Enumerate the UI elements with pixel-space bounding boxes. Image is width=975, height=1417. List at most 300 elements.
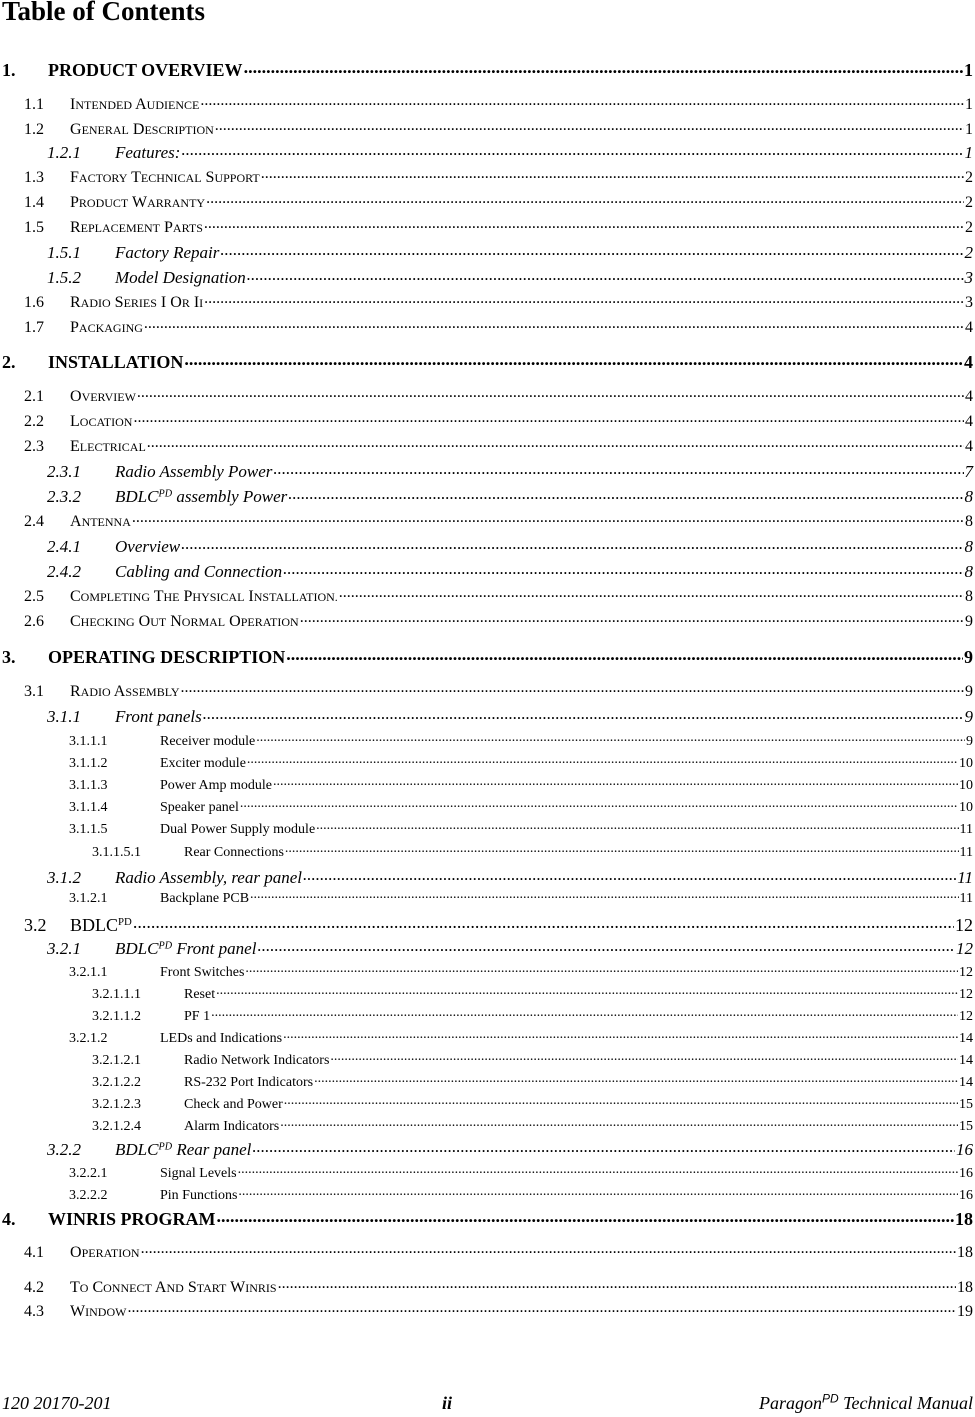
toc-entry[interactable]: [0, 962, 973, 980]
toc-entry-number: 2.3.2: [47, 487, 81, 506]
toc-entry-page: 16: [959, 1166, 973, 1181]
toc-entry[interactable]: [0, 1138, 973, 1158]
toc-entry-number: 3.1.1.5: [69, 822, 108, 837]
toc-entry-page: 18: [957, 1244, 973, 1261]
toc-entry-page: 7: [964, 462, 973, 481]
toc-entry-label-text: REPLACEMENT PARTS: [70, 219, 203, 236]
toc-entry-label: [70, 1304, 126, 1320]
toc-entry-label-text: PACKAGING: [70, 319, 143, 336]
toc-entry-page: 9: [965, 683, 973, 700]
toc-entry[interactable]: [0, 118, 973, 138]
toc-entry-label: [184, 1076, 313, 1090]
dot-leader: [286, 645, 963, 663]
toc-entry-number: 2.2: [24, 413, 44, 430]
toc-entry-page: 12: [956, 939, 973, 958]
toc-entry-number: 1.2: [24, 121, 44, 138]
toc-entry-label: [70, 439, 146, 455]
toc-entry-label-text: OVERVIEW: [70, 388, 136, 405]
dot-leader: [288, 485, 963, 502]
toc-entry-superscript: PD: [158, 1141, 173, 1153]
toc-entry-label-text: Pin Functions: [160, 1188, 238, 1203]
dot-leader: [283, 560, 963, 577]
toc-entry-label: [115, 708, 202, 725]
toc-entry[interactable]: [0, 410, 973, 430]
toc-entry[interactable]: [0, 560, 973, 580]
manual-brand: Paragon: [759, 1393, 822, 1413]
toc-entry-label-text: Overview: [115, 537, 181, 556]
toc-entry-label: [160, 735, 255, 749]
toc-entry-superscript: PD: [118, 916, 132, 929]
toc-entry-number: 3.2.2.1: [69, 1166, 108, 1181]
toc-entry-page: 12: [959, 987, 973, 1002]
dot-leader: [330, 1050, 958, 1064]
toc-entry[interactable]: [0, 385, 973, 405]
toc-entry-label: [160, 1167, 237, 1181]
dot-leader: [206, 191, 964, 207]
dot-leader: [141, 1241, 956, 1257]
toc-entry-number: 1.5.1: [47, 243, 81, 262]
toc-entry-page: 12: [955, 915, 973, 935]
toc-entry-number: 1.2.1: [47, 143, 81, 162]
dot-leader: [273, 775, 958, 789]
toc-entry-page: 8: [964, 562, 973, 581]
toc-entry-page: 14: [959, 1031, 973, 1046]
toc-entry-number: 1.5: [24, 219, 44, 236]
toc-entry-label: [70, 295, 203, 311]
dot-leader: [339, 585, 964, 601]
toc-entry-number: 3.1.2: [47, 868, 81, 887]
toc-entry[interactable]: [0, 984, 973, 1002]
dot-leader: [300, 610, 964, 626]
page-number: ii: [442, 1393, 453, 1413]
dot-leader: [204, 291, 964, 307]
toc-entry-label: [70, 170, 260, 186]
toc-entry-label-text: BDLC: [115, 1140, 159, 1159]
toc-entry[interactable]: [0, 266, 973, 286]
toc-entry[interactable]: [0, 485, 973, 505]
dot-leader: [127, 1300, 956, 1316]
toc-entry-page: 8: [965, 513, 973, 530]
toc-entry-label-text: Signal Levels: [160, 1166, 237, 1181]
dot-leader: [133, 410, 964, 426]
dot-leader: [238, 1185, 958, 1199]
toc-entry[interactable]: [0, 1028, 973, 1046]
toc-entry-label: [48, 1210, 216, 1228]
toc-entry-number: 1.1: [24, 96, 44, 113]
toc-entry-page: 4: [965, 438, 973, 455]
toc-entry-label-suffix: Rear panel: [172, 1140, 252, 1159]
toc-entry[interactable]: [0, 93, 973, 113]
dot-leader: [132, 510, 964, 526]
toc-entry-number: 3.2.2.2: [69, 1188, 108, 1203]
toc-entry-page: 2: [965, 194, 973, 211]
toc-entry[interactable]: [0, 913, 973, 934]
toc-entry-page: 14: [959, 1075, 973, 1090]
dot-leader: [257, 937, 955, 954]
toc-entry-number: 1.7: [24, 319, 44, 336]
dot-leader: [250, 888, 958, 902]
toc-entry[interactable]: [0, 1006, 973, 1024]
toc-entry[interactable]: [0, 1050, 973, 1068]
toc-entry[interactable]: [0, 1185, 973, 1203]
toc-entry-label-text: ANTENNA: [70, 513, 131, 530]
toc-entry-number: 3.1: [24, 683, 44, 700]
page-footer: [2, 1393, 973, 1417]
toc-entry-label: [184, 1054, 329, 1068]
toc-entry[interactable]: [0, 888, 973, 906]
toc-entry-number: 3.: [2, 647, 16, 667]
toc-entry-label: [70, 514, 131, 530]
toc-entry[interactable]: [0, 731, 973, 749]
toc-entry[interactable]: [0, 775, 973, 793]
toc-entry-number: 4.2: [24, 1279, 44, 1296]
toc-entry-page: 15: [959, 1119, 973, 1134]
toc-entry-number: 3.2.1.2.1: [92, 1053, 141, 1068]
toc-entry-label: [70, 122, 214, 138]
toc-entry-number: 4.3: [24, 1303, 44, 1320]
toc-entry-label-text: PRODUCT OVERVIEW: [48, 60, 243, 80]
toc-entry-label: [115, 538, 180, 555]
toc-entry[interactable]: [0, 585, 973, 605]
toc-entry-label-text: COMPLETING THE PHYSICAL INSTALLATION.: [70, 588, 338, 605]
toc-entry-label: [115, 563, 282, 580]
toc-entry-page: 12: [959, 965, 973, 980]
toc-entry-page: 10: [959, 778, 973, 793]
toc-entry[interactable]: [0, 842, 973, 860]
toc-entry[interactable]: [0, 937, 973, 957]
toc-entry-page: 11: [959, 891, 973, 906]
toc-entry-label: [115, 488, 287, 505]
dot-leader: [252, 1138, 955, 1155]
toc-entry-number: 2.4.1: [47, 537, 81, 556]
toc-entry-number: 2.6: [24, 613, 44, 630]
toc-entry-label-text: Radio Assembly Power: [115, 462, 273, 481]
toc-entry-page: 4: [965, 388, 973, 405]
toc-entry-label-text: Speaker panel: [160, 800, 239, 815]
toc-entry-label-text: RS-232 Port Indicators: [184, 1075, 314, 1090]
toc-entry[interactable]: [0, 645, 973, 666]
toc-entry-page: 1: [965, 96, 973, 113]
dot-leader: [181, 680, 964, 696]
toc-entry[interactable]: [0, 166, 973, 186]
toc-entry-label-text: RADIO ASSEMBLY: [70, 683, 180, 700]
toc-entry-number: 1.: [2, 60, 16, 80]
toc-entry-label-text: FACTORY TECHNICAL SUPPORT: [70, 169, 260, 186]
toc-entry-number: 2.5: [24, 588, 44, 605]
toc-entry-label: [184, 1010, 210, 1024]
toc-entry-number: 1.3: [24, 169, 44, 186]
toc-entry-label-text: Factory Repair: [115, 243, 220, 262]
toc-entry[interactable]: [0, 866, 973, 886]
toc-entry[interactable]: [0, 141, 973, 161]
dot-leader: [240, 797, 958, 811]
dot-leader: [181, 535, 963, 552]
toc-entry-label: [70, 195, 205, 211]
toc-entry-label: [115, 144, 180, 161]
dot-leader: [133, 913, 954, 931]
toc-entry-label-text: GENERAL DESCRIPTION: [70, 121, 214, 138]
dot-leader: [247, 753, 958, 767]
toc-entry-label-text: Power Amp module: [160, 778, 272, 793]
toc-entry-page: 11: [959, 822, 973, 837]
toc-entry-number: 3.1.1.1: [69, 734, 108, 749]
toc-entry-label-text: CHECKING OUT NORMAL OPERATION: [70, 613, 299, 630]
toc-entry-label-text: Check and Power: [184, 1097, 283, 1112]
toc-entry-label-text: INSTALLATION: [48, 352, 184, 372]
toc-entry-number: 3.1.1.2: [69, 756, 108, 771]
toc-entry-label: [160, 757, 246, 771]
toc-entry-label: [70, 589, 338, 605]
toc-entry-label: [184, 988, 215, 1002]
toc-entry-page: 3: [965, 294, 973, 311]
toc-entry-label-text: Radio Network Indicators: [184, 1053, 330, 1068]
dot-leader: [238, 1163, 958, 1177]
toc-entry-label: [48, 353, 183, 371]
toc-entry[interactable]: [0, 291, 973, 311]
dot-leader: [204, 216, 964, 232]
toc-entry-page: 9: [964, 647, 973, 667]
dot-leader: [314, 1072, 958, 1086]
toc-entry-label: [184, 846, 284, 860]
dot-leader: [216, 984, 958, 998]
dot-leader: [203, 705, 964, 722]
toc-entry[interactable]: [0, 1116, 973, 1134]
dot-leader: [283, 1028, 958, 1042]
toc-entry-number: 1.6: [24, 294, 44, 311]
toc-entry-superscript: PD: [158, 940, 173, 952]
dot-leader: [184, 350, 963, 368]
toc-entry[interactable]: [0, 435, 973, 455]
toc-entry-label-text: Reset: [184, 987, 216, 1002]
toc-entry-label-text: Front panels: [115, 707, 202, 726]
toc-entry[interactable]: [0, 705, 973, 725]
toc-entry[interactable]: [0, 191, 973, 211]
toc-entry-number: 2.4.2: [47, 562, 81, 581]
toc-entry-number: 3.2.1.1.1: [92, 987, 141, 1002]
toc-entry-label: [115, 244, 219, 261]
toc-entry[interactable]: [0, 1094, 973, 1112]
dot-leader: [144, 316, 964, 332]
page-title: Table of Contents: [2, 0, 206, 26]
toc-entry-page: 1: [964, 143, 973, 162]
toc-entry-label-text: Dual Power Supply module: [160, 822, 316, 837]
dot-leader: [316, 819, 958, 833]
toc-entry-label: [115, 869, 302, 886]
toc-entry-page: 2: [965, 219, 973, 236]
dot-leader: [303, 866, 956, 883]
toc-entry-page: 8: [964, 537, 973, 556]
toc-entry-number: 3.2.1.1.2: [92, 1009, 141, 1024]
toc-entry-label: [160, 1032, 282, 1046]
dot-leader: [273, 460, 963, 477]
manual-title-tail: Technical Manual: [838, 1393, 973, 1413]
dot-leader: [247, 266, 964, 283]
toc-entry-number: 3.2.1: [47, 939, 81, 958]
toc-entry-label: [115, 1141, 251, 1158]
toc-entry-number: 2.1: [24, 388, 44, 405]
toc-entry[interactable]: [0, 680, 973, 700]
toc-entry-number: 3.2: [24, 915, 47, 935]
toc-entry[interactable]: [0, 1072, 973, 1090]
toc-entry[interactable]: [0, 535, 973, 555]
toc-entry[interactable]: [0, 1207, 973, 1228]
toc-entry-page: 4: [965, 413, 973, 430]
dot-leader: [137, 385, 964, 401]
toc-entry-number: 3.2.1.2: [69, 1031, 108, 1046]
toc-entry-number: 4.1: [24, 1244, 44, 1261]
toc-entry-label: [70, 97, 199, 113]
toc-entry-page: 11: [957, 868, 973, 887]
toc-entry-label-text: WINDOW: [70, 1303, 127, 1320]
dot-leader: [256, 731, 965, 745]
toc-entry-page: 8: [964, 487, 973, 506]
toc-entry-label: [184, 1098, 283, 1112]
toc-entry[interactable]: [0, 241, 973, 261]
toc-entry-label: [184, 1120, 279, 1134]
dot-leader: [215, 118, 964, 134]
dot-leader: [285, 842, 959, 856]
toc-entry[interactable]: [0, 510, 973, 530]
toc-entry-label-text: Rear Connections: [184, 845, 284, 860]
toc-entry[interactable]: [0, 316, 973, 336]
toc-entry-page: 2: [965, 169, 973, 186]
toc-entry[interactable]: [0, 610, 973, 630]
toc-entry-label: [70, 614, 299, 630]
toc-entry-label: [70, 220, 203, 236]
toc-entry-number: 3.2.2: [47, 1140, 81, 1159]
toc-entry-number: 3.1.2.1: [69, 891, 108, 906]
toc-entry-label: [70, 916, 132, 934]
toc-entry-label-text: TO CONNECT AND START WINRIS: [70, 1279, 277, 1296]
toc-entry[interactable]: [0, 58, 973, 79]
toc-entry-page: 1: [965, 121, 973, 138]
toc-entry-label-text: LOCATION: [70, 413, 133, 430]
toc-entry-number: 3.1.1.4: [69, 800, 108, 815]
toc-entry-page: 2: [964, 243, 973, 262]
toc-entry-page: 16: [959, 1188, 973, 1203]
toc-entry-number: 3.2.1.2.2: [92, 1075, 141, 1090]
toc-entry-label: [70, 1245, 140, 1261]
toc-entry-number: 3.1.1.5.1: [92, 845, 141, 860]
toc-entry-page: 12: [959, 1009, 973, 1024]
dot-leader: [244, 58, 963, 76]
toc-entry-label: [160, 779, 272, 793]
toc-entry-page: 4: [964, 352, 973, 372]
dot-leader: [147, 435, 964, 451]
toc-entry[interactable]: [0, 1241, 973, 1261]
toc-entry-label-text: Features:: [115, 143, 181, 162]
toc-entry-label-text: OPERATION: [70, 1244, 140, 1261]
toc-entry-label: [70, 320, 143, 336]
toc-entry-label-suffix: Front panel: [172, 939, 257, 958]
toc-entry-page: 3: [964, 268, 973, 287]
dot-leader: [200, 93, 964, 109]
dot-leader: [217, 1207, 954, 1225]
toc-entry-label: [70, 1280, 277, 1296]
toc-entry-label-text: INTENDED AUDIENCE: [70, 96, 200, 113]
toc-entry[interactable]: [0, 1163, 973, 1181]
toc-entry[interactable]: [0, 1300, 973, 1320]
toc-entry-page: 10: [959, 800, 973, 815]
toc-entry-page: 4: [965, 319, 973, 336]
toc-entry[interactable]: [0, 819, 973, 837]
toc-entry-label-text: OPERATING DESCRIPTION: [48, 647, 286, 667]
toc-entry-label: [70, 414, 132, 430]
dot-leader: [280, 1116, 958, 1130]
toc-entry-label-text: WINRIS PROGRAM: [48, 1209, 216, 1229]
toc-entry-number: 1.4: [24, 194, 44, 211]
toc-entry-page: 11: [959, 845, 973, 860]
toc-entry-label-text: BDLC: [115, 939, 159, 958]
document-number: 120 20170-201: [2, 1393, 112, 1413]
dot-leader: [278, 1276, 956, 1292]
toc-entry-number: 1.5.2: [47, 268, 81, 287]
toc-entry-label: [48, 61, 243, 79]
toc-entry-number: 3.1.1.3: [69, 778, 108, 793]
toc-entry-label-text: RADIO SERIES I OR II: [70, 294, 204, 311]
toc-entry-label: [70, 684, 180, 700]
toc-entry-number: 2.: [2, 352, 16, 372]
toc-entry-page: 1: [964, 60, 973, 80]
toc-entry-label-text: Radio Assembly, rear panel: [115, 868, 302, 887]
toc-entry[interactable]: [0, 753, 973, 771]
toc-entry-label: [115, 463, 272, 480]
toc-entry[interactable]: [0, 797, 973, 815]
toc-entry-label-text: Receiver module: [160, 734, 256, 749]
toc-entry[interactable]: [0, 1276, 973, 1296]
toc-entry-label: [160, 823, 315, 837]
dot-leader: [181, 141, 963, 158]
toc-entry-label-text: PF 1: [184, 1009, 211, 1024]
toc-entry-label: [48, 648, 285, 666]
toc-entry-label-text: ELECTRICAL: [70, 438, 146, 455]
toc-entry-label-text: Backplane PCB: [160, 891, 250, 906]
toc-entry-label-text: BDLC: [115, 487, 159, 506]
toc-entry[interactable]: [0, 460, 973, 480]
toc-entry-number: 3.2.1.2.4: [92, 1119, 141, 1134]
toc-entry-number: 3.2.1.1: [69, 965, 108, 980]
toc-entry-number: 2.3.1: [47, 462, 81, 481]
toc-entry-label-text: Model Designation: [115, 268, 246, 287]
toc-entry-page: 8: [965, 588, 973, 605]
toc-entry-number: 3.1.1: [47, 707, 81, 726]
toc-entry-label-text: LEDs and Indications: [160, 1031, 283, 1046]
toc-entry-page: 18: [955, 1209, 973, 1229]
manual-brand-superscript: PD: [822, 1391, 839, 1406]
toc-entry-label-text: Exciter module: [160, 756, 246, 771]
toc-entry-label-text: PRODUCT WARRANTY: [70, 194, 206, 211]
toc-entry-page: 19: [957, 1303, 973, 1320]
toc-entry-label: [160, 966, 244, 980]
toc-entry-label: [160, 892, 249, 906]
toc-entry-label: [160, 801, 239, 815]
toc-entry[interactable]: [0, 350, 973, 371]
toc-entry-page: 10: [959, 756, 973, 771]
toc-entry-label-text: Alarm Indicators: [184, 1119, 280, 1134]
dot-leader: [261, 166, 964, 182]
toc-entry-page: 9: [965, 613, 973, 630]
toc-entry-page: 16: [956, 1140, 973, 1159]
toc-entry-label: [160, 1189, 237, 1203]
dot-leader: [220, 241, 963, 258]
toc-entry[interactable]: [0, 216, 973, 236]
toc-entry-number: 2.3: [24, 438, 44, 455]
toc-entry-page: 15: [959, 1097, 973, 1112]
toc-entry-label-suffix: assembly Power: [172, 487, 288, 506]
toc-entry-page: 9: [966, 734, 973, 749]
toc-entry-number: 3.2.1.2.3: [92, 1097, 141, 1112]
toc-entry-page: 18: [957, 1279, 973, 1296]
